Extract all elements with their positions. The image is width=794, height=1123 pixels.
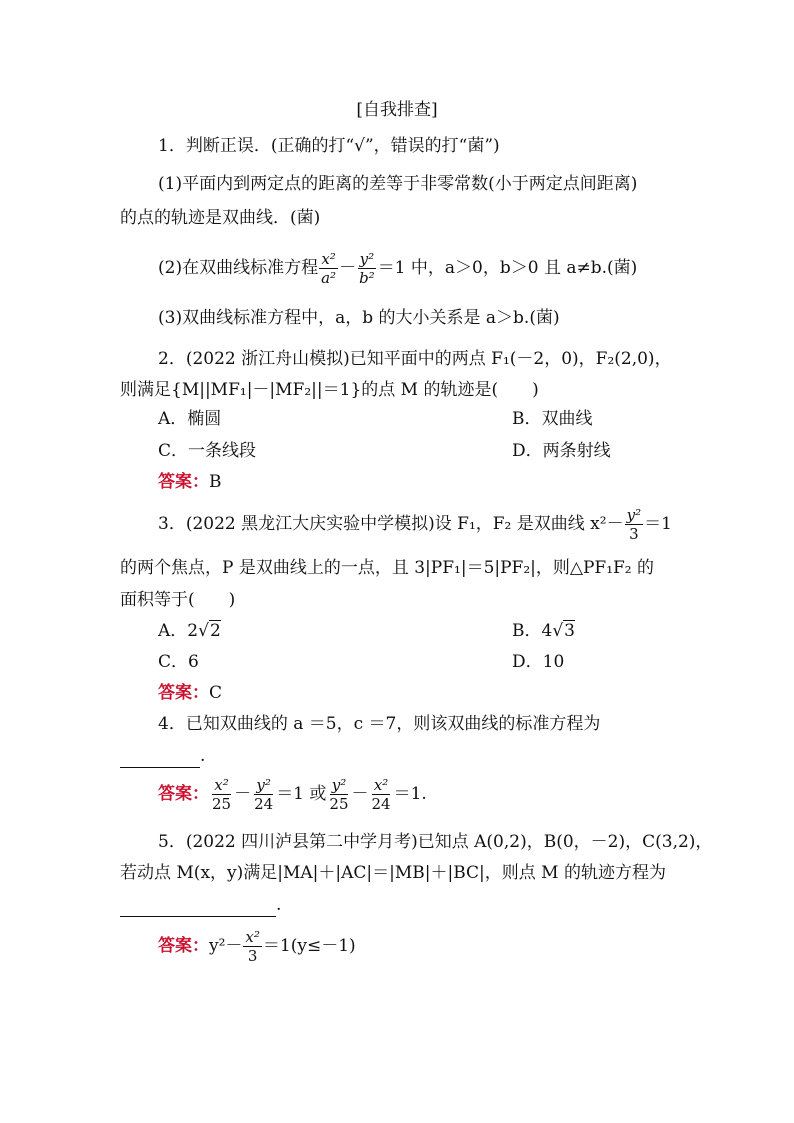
q1-item3: (3)双曲线标准方程中，a，b 的大小关系是 a＞b.(菌) — [158, 308, 560, 328]
q5-line1: 5．(2022 四川泸县第二中学月考)已知点 A(0,2)，B(0，－2)，C(3,2)， — [158, 832, 713, 852]
fraction — [252, 776, 275, 813]
q1-item1-line1: (1)平面内到两定点的距离的差等于非零常数(小于两定点间距离) — [158, 174, 638, 194]
answer-prefix: y²－ — [209, 936, 243, 956]
q3-line1-suffix: ＝1 — [644, 514, 672, 534]
q1-stem: 1．判断正误．(正确的打“√”，错误的打“菌”) — [158, 136, 500, 156]
fraction-numerator: y² — [256, 776, 271, 794]
answer-value: B — [209, 472, 222, 492]
q2-line1: 2．(2022 浙江舟山模拟)已知平面中的两点 F₁(－2，0)，F₂(2,0)， — [158, 349, 672, 369]
fraction-numerator: y² — [331, 776, 347, 794]
fraction-denominator: 24 — [371, 795, 391, 813]
fraction-denominator: 3 — [629, 525, 639, 543]
fraction-denominator: 24 — [254, 795, 274, 813]
fraction — [327, 776, 350, 813]
answer-label: 答案： — [158, 784, 209, 804]
fraction-numerator: x² — [321, 250, 336, 268]
q2-option-a: A．椭圆 — [158, 409, 222, 429]
q1-item2-suffix: ＝1 中，a＞0，b＞0 且 a≠b.(菌) — [377, 258, 638, 278]
period: . — [200, 746, 206, 766]
fraction-numerator: y² — [359, 250, 375, 268]
q2-line2: 则满足{M||MF₁|－|MF₂||＝1}的点 M 的轨迹是( ) — [120, 380, 539, 400]
fraction — [625, 506, 644, 543]
q4-answer — [158, 776, 427, 813]
period: . — [276, 895, 282, 915]
fraction — [210, 776, 233, 813]
section-title: [自我排查] — [356, 100, 438, 120]
fraction-numerator: x² — [214, 776, 229, 794]
fraction-denominator: b² — [359, 269, 375, 287]
answer-value: C — [209, 683, 223, 703]
option-a-text: A．2 — [158, 621, 199, 641]
option-b-text: B．4 — [512, 621, 553, 641]
q2-option-b: B．双曲线 — [512, 409, 593, 429]
q3-answer — [158, 681, 222, 705]
fraction — [370, 776, 393, 813]
minus-sign: － — [234, 784, 252, 804]
answer-label: 答案： — [158, 472, 209, 492]
answer-blank — [120, 749, 200, 768]
radicand: 3 — [564, 621, 575, 641]
q3-line3: 面积等于( ) — [120, 590, 236, 610]
q3-line1 — [158, 506, 672, 543]
answer-suffix: ＝1(y≤－1) — [262, 936, 356, 956]
fraction — [357, 250, 377, 287]
minus-sign: － — [339, 258, 357, 278]
q1-item1-line2: 的点的轨迹是双曲线．(菌) — [120, 208, 321, 228]
fraction — [243, 928, 261, 965]
q3-option-c: C．6 — [158, 652, 199, 672]
q3-option-a — [158, 619, 221, 643]
fraction-numerator: y² — [626, 506, 642, 524]
fraction-denominator: 25 — [212, 795, 232, 813]
fraction — [319, 250, 338, 287]
q1-item2-prefix: (2)在双曲线标准方程 — [158, 258, 319, 278]
answer-blank — [120, 898, 276, 917]
q1-item2 — [158, 250, 637, 287]
answer-connector: ＝1 或 — [276, 784, 327, 804]
fraction-denominator: 3 — [247, 947, 258, 965]
fraction-numerator: x² — [373, 776, 389, 794]
q3-option-d: D．10 — [512, 652, 565, 672]
sqrt-symbol: √3 — [552, 621, 575, 641]
q4-line1: 4．已知双曲线的 a ＝5，c ＝7，则该双曲线的标准方程为 — [158, 714, 601, 734]
q4-line2 — [120, 744, 205, 768]
answer-label: 答案： — [158, 936, 209, 956]
q5-line3 — [120, 893, 281, 917]
q3-line2: 的两个焦点，P 是双曲线上的一点，且 3|PF₁|＝5|PF₂|，则△PF₁F₂ 的 — [120, 558, 655, 578]
q2-option-c: C．一条线段 — [158, 441, 257, 461]
q2-answer — [158, 470, 222, 494]
fraction-denominator: 25 — [329, 795, 349, 813]
sqrt-symbol: √2 — [198, 621, 221, 641]
minus-sign: － — [351, 784, 369, 804]
answer-label: 答案： — [158, 683, 209, 703]
q5-answer — [158, 928, 356, 965]
q5-line2: 若动点 M(x，y)满足|MA|＋|AC|＝|MB|＋|BC|，则点 M 的轨迹方程为 — [120, 863, 666, 883]
radicand: 2 — [209, 621, 221, 641]
q2-option-d: D．两条射线 — [512, 441, 611, 461]
q3-option-b — [512, 619, 575, 643]
fraction-numerator: x² — [245, 928, 260, 946]
q3-line1-prefix: 3．(2022 黑龙江大庆实验中学模拟)设 F₁，F₂ 是双曲线 x²－ — [158, 514, 624, 534]
fraction-denominator: a² — [321, 269, 337, 287]
answer-end: ＝1. — [393, 784, 427, 804]
